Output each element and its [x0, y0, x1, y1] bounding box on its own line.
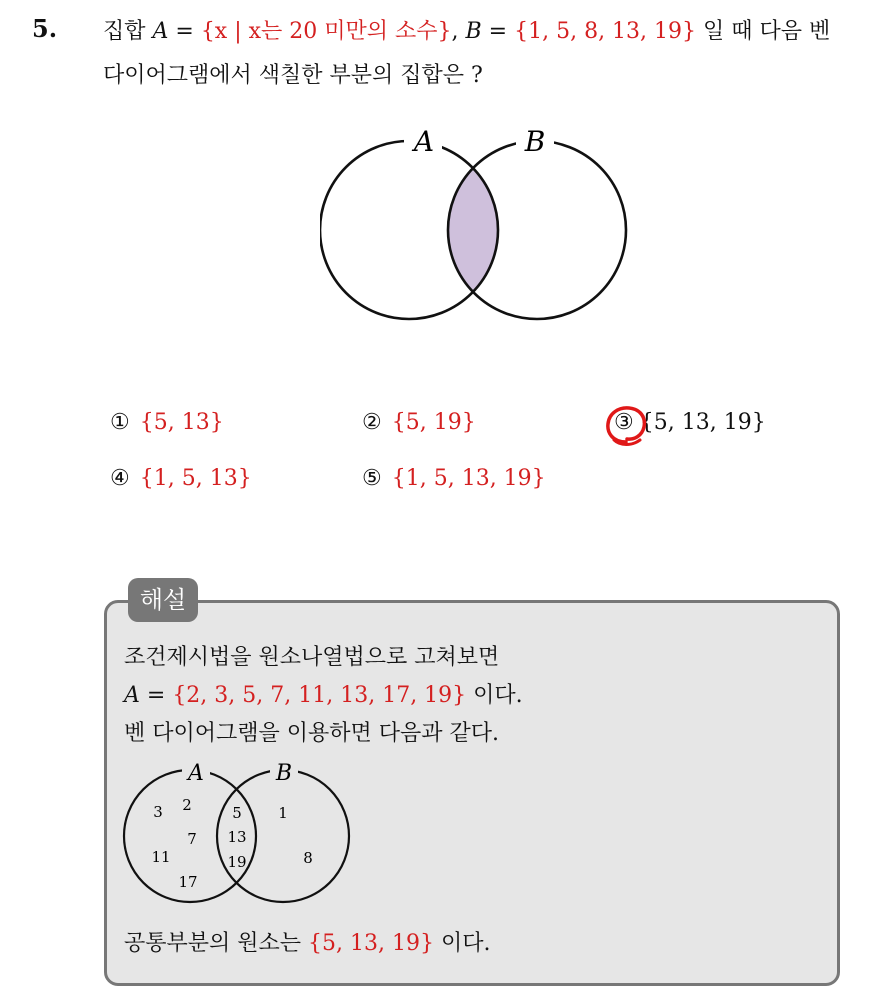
choice-1[interactable]	[110, 410, 224, 435]
equals-sign: =	[168, 19, 201, 44]
solution-venn-diagram	[120, 756, 360, 906]
solution-line-4	[124, 926, 490, 957]
equals-sign: =	[481, 19, 515, 44]
choice-number: ①	[110, 410, 130, 435]
element-a-only: 3	[153, 803, 163, 821]
choice-2[interactable]	[362, 410, 476, 435]
set-a-definition: {x | x는 20 미만의 소수}	[200, 19, 452, 44]
element-a-only: 17	[178, 873, 198, 891]
equals-sign: =	[139, 683, 173, 708]
solution-venn-label-b: B	[275, 761, 293, 786]
solution-line-2	[124, 678, 523, 709]
choice-number: ③	[614, 410, 634, 435]
choice-5[interactable]	[362, 466, 546, 491]
question-number: 5.	[32, 14, 58, 43]
set-b-name: B	[465, 19, 482, 44]
answer-mark-icon	[602, 402, 650, 448]
sentence-end: 이다.	[466, 683, 523, 708]
choice-value: {1, 5, 13}	[139, 466, 252, 491]
choice-value: {5, 13}	[139, 410, 224, 435]
choice-value: {5, 13, 19}	[639, 410, 766, 435]
question-line-1	[103, 14, 830, 45]
choice-number: ⑤	[362, 466, 382, 491]
set-b-definition: {1, 5, 8, 13, 19}	[514, 19, 697, 44]
element-b-only: 8	[303, 849, 313, 867]
choice-4[interactable]	[110, 466, 252, 491]
question-text: 일 때 다음 벤	[696, 19, 831, 44]
question-text: 집합	[103, 19, 153, 44]
set-a-name: A	[124, 683, 140, 708]
solution-line-3: 벤 다이어그램을 이용하면 다음과 같다.	[124, 721, 499, 746]
choice-number: ④	[110, 466, 130, 491]
solution-venn-label-a: A	[188, 761, 204, 786]
set-a-name: A	[152, 19, 169, 44]
intersection-elements: {5, 13, 19}	[308, 931, 434, 956]
comma: ,	[451, 19, 466, 44]
choice-value: {5, 19}	[391, 410, 476, 435]
element-a-only: 7	[187, 830, 197, 848]
question-line-2: 다이어그램에서 색칠한 부분의 집합은 ?	[103, 63, 483, 88]
venn-diagram	[320, 120, 640, 330]
solution-line-1: 조건제시법을 원소나열법으로 고쳐보면	[124, 645, 500, 670]
element-b-only: 1	[278, 804, 288, 822]
choice-number: ②	[362, 410, 382, 435]
solution-tag: 해설	[128, 578, 198, 622]
element-a-only: 2	[182, 796, 192, 814]
element-both: 5	[232, 804, 242, 822]
venn-label-a: A	[413, 125, 435, 158]
sentence-end: 이다.	[433, 931, 491, 956]
choice-value: {1, 5, 13, 19}	[391, 466, 546, 491]
solution-text: 공통부분의 원소는	[124, 931, 309, 956]
venn-label-b: B	[524, 125, 546, 158]
element-both: 13	[227, 828, 247, 846]
element-both: 19	[227, 853, 247, 871]
element-a-only: 11	[151, 848, 171, 866]
set-a-elements: {2, 3, 5, 7, 11, 13, 17, 19}	[172, 683, 467, 708]
